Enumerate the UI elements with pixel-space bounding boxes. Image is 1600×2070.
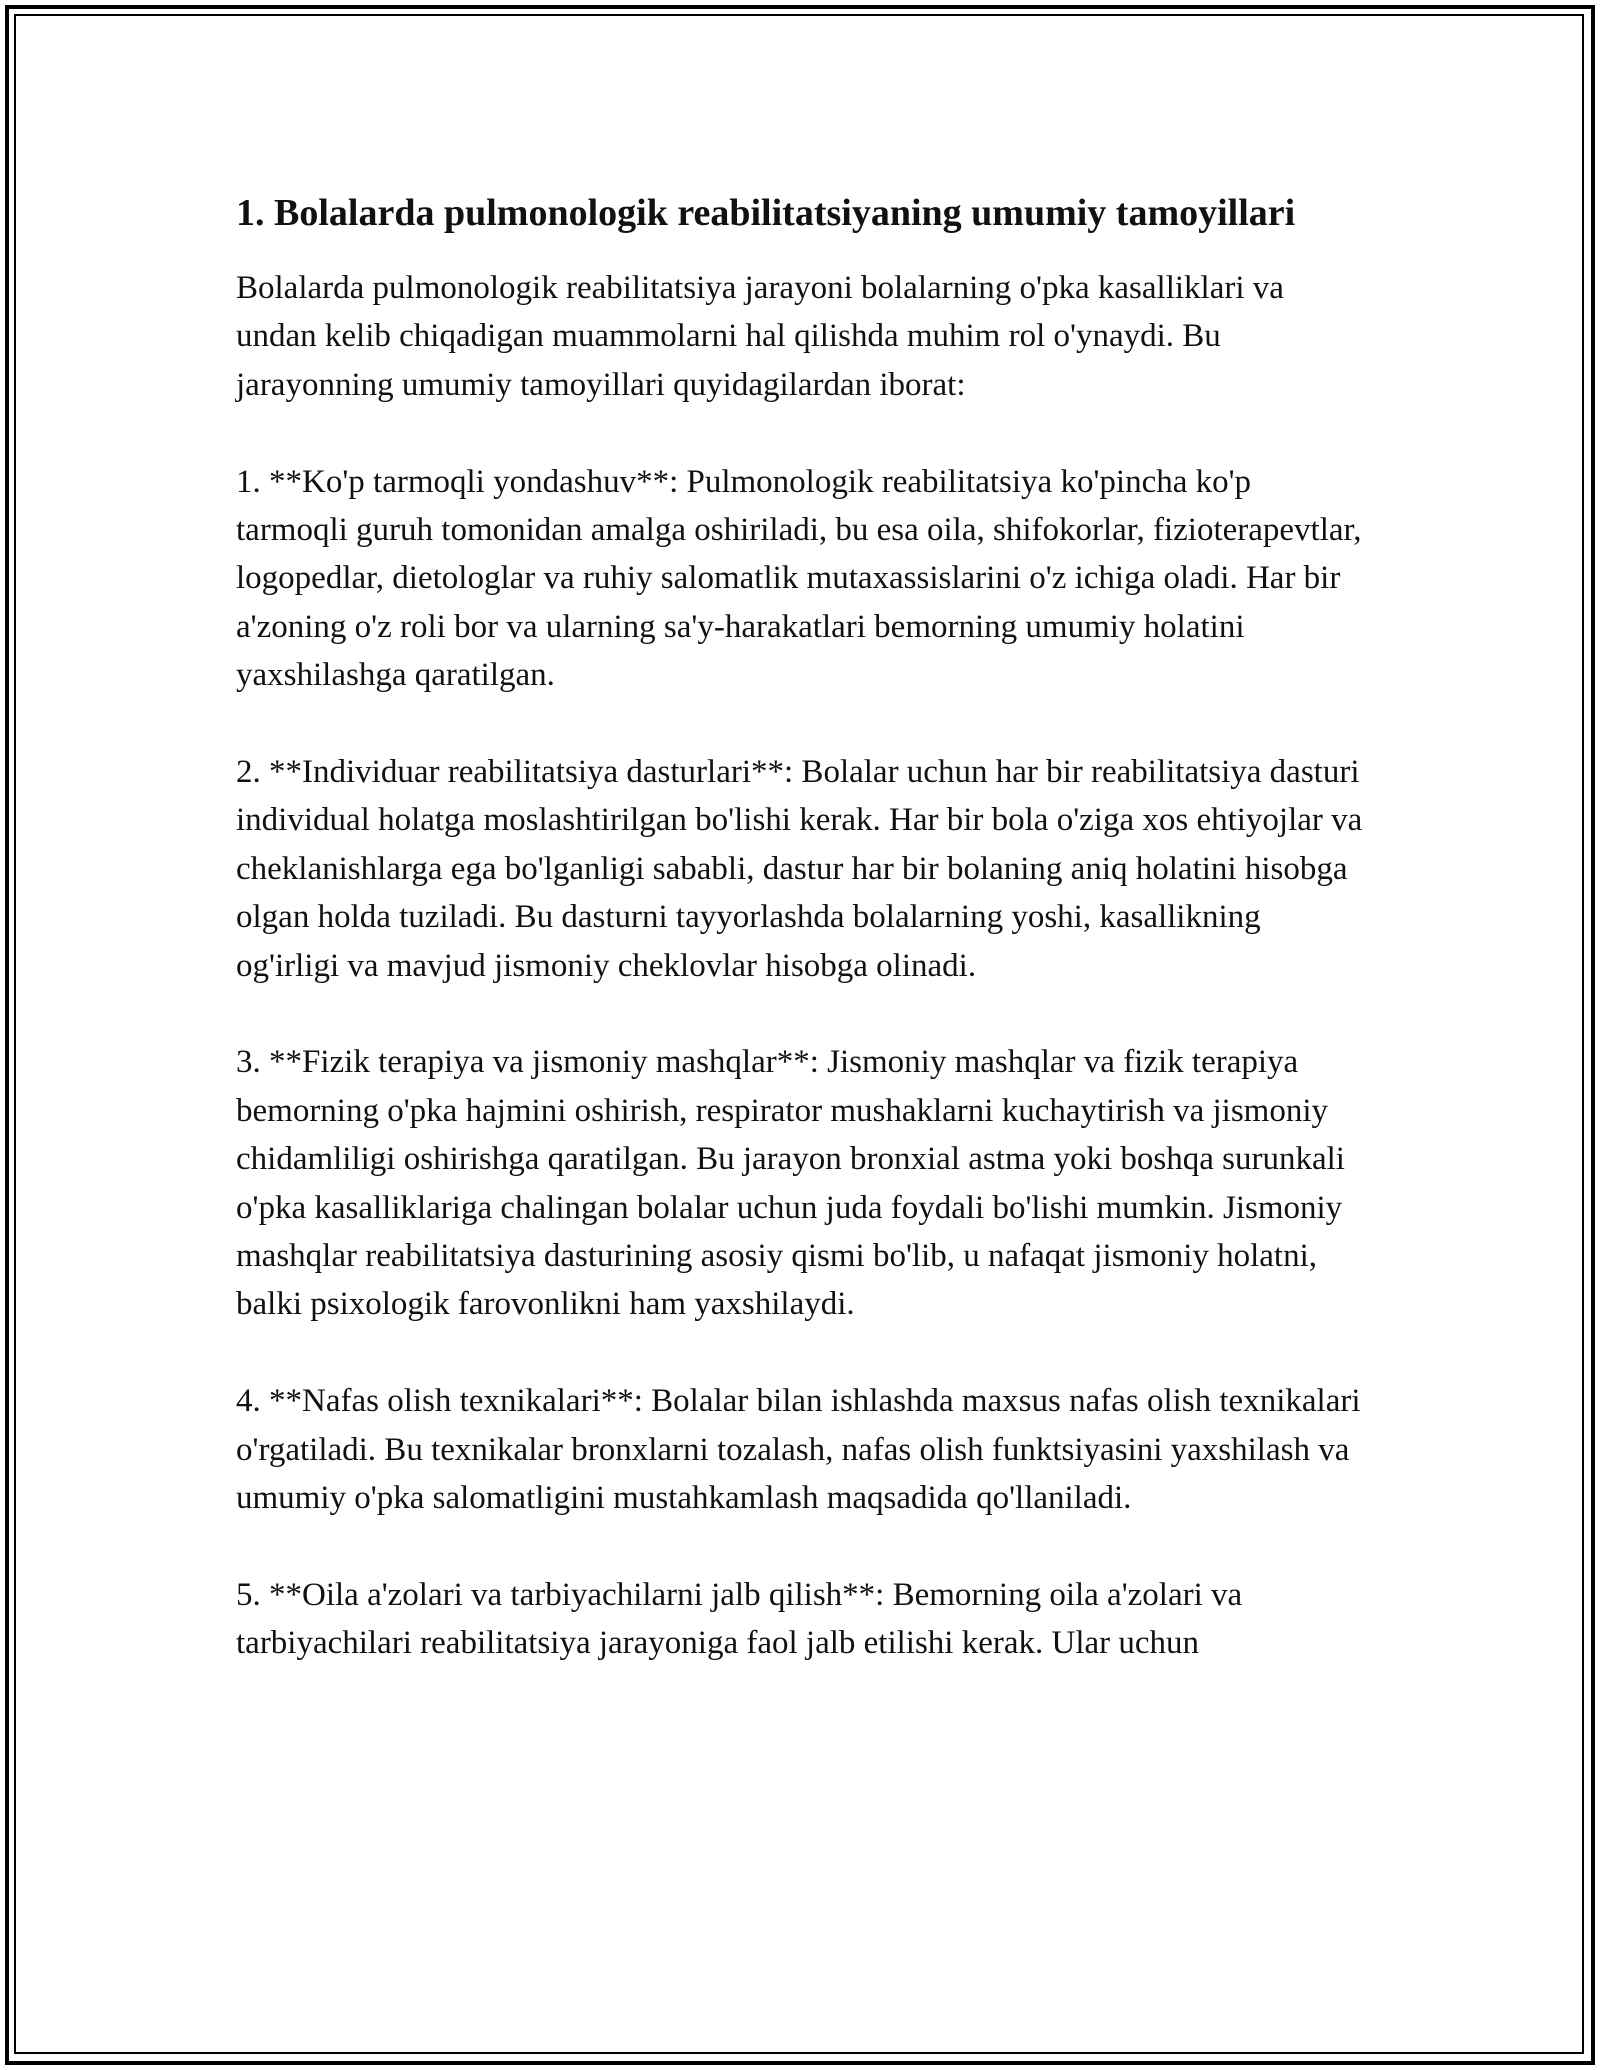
section-title: 1. Bolalarda pulmonologik reabilitatsiyaning umumiy tamoyillari (236, 192, 1296, 234)
list-item-physical-therapy: 3. **Fizik terapiya va jismoniy mashqlar**: Jismoniy mashqlar va fizik terapiya bemorning o'pka hajmini oshirish, respirator mushaklarni kuchaytirish va jismoniy chidamliligi oshirishga qaratilgan. Bu jarayon bronxial astma yoki boshqa surunkali o'pka kasalliklariga chalingan bolalar uchun juda foydali bo'lishi mumkin. Jismoniy mashqlar reabilitatsiya dasturining asosiy qismi bo'lib, u nafaqat jismoniy holatni, balki psixologik farovonlikni ham yaxshilaydi. (236, 1044, 1345, 1323)
list-item-individual-programs: 2. **Individuar reabilitatsiya dasturlari**: Bolalar uchun har bir reabilitatsiya dasturi individual holatga moslashtirilgan bo'lishi kerak. Har bir bola o'ziga xos ehtiyojlar va cheklanishlarga ega bo'lganligi sababli, dastur har bir bolaning aniq holatini hisobga olgan holda tuziladi. Bu dasturni tayyorlashda bolalarning yoshi, kasallikning og'irligi va mavjud jismoniy cheklovlar hisobga olinadi. (236, 754, 1363, 984)
list-item-family-involvement: 5. **Oila a'zolari va tarbiyachilarni jalb qilish**: Bemorning oila a'zolari va tarbiyachilari reabilitatsiya jarayoniga faol jalb etilishi kerak. Ular uchun (236, 1576, 1243, 1662)
list-item-multidisciplinary: 1. **Ko'p tarmoqli yondashuv**: Pulmonologik reabilitatsiya ko'pincha ko'p tarmoqli guruh tomonidan amalga oshiriladi, bu esa oila, shifokorlar, fizioterapevtlar, logopedlar, dietologlar va ruhiy salomatlik mutaxassislarini o'z ichiga oladi. Har bir a'zoning o'z roli bor va ularning sa'y-harakatlari bemorning umumiy holatini yaxshilashga qaratilgan. (236, 463, 1362, 694)
list-item-breathing-techniques: 4. **Nafas olish texnikalari**: Bolalar bilan ishlashda maxsus nafas olish texnikalari o'rgatiladi. Bu texnikalar bronxlarni tozalash, nafas olish funktsiyasini yaxshilash va umumiy o'pka salomatligini mustahkamlash maqsadida qo'llaniladi. (236, 1383, 1361, 1517)
intro-paragraph: Bolalarda pulmonologik reabilitatsiya jarayoni bolalarning o'pka kasalliklari va undan kelib chiqadigan muammolarni hal qilishda muhim rol o'ynaydi. Bu jarayonning umumiy tamoyillari quyidagilardan iborat: (236, 270, 1284, 403)
document-body (236, 186, 1366, 1668)
